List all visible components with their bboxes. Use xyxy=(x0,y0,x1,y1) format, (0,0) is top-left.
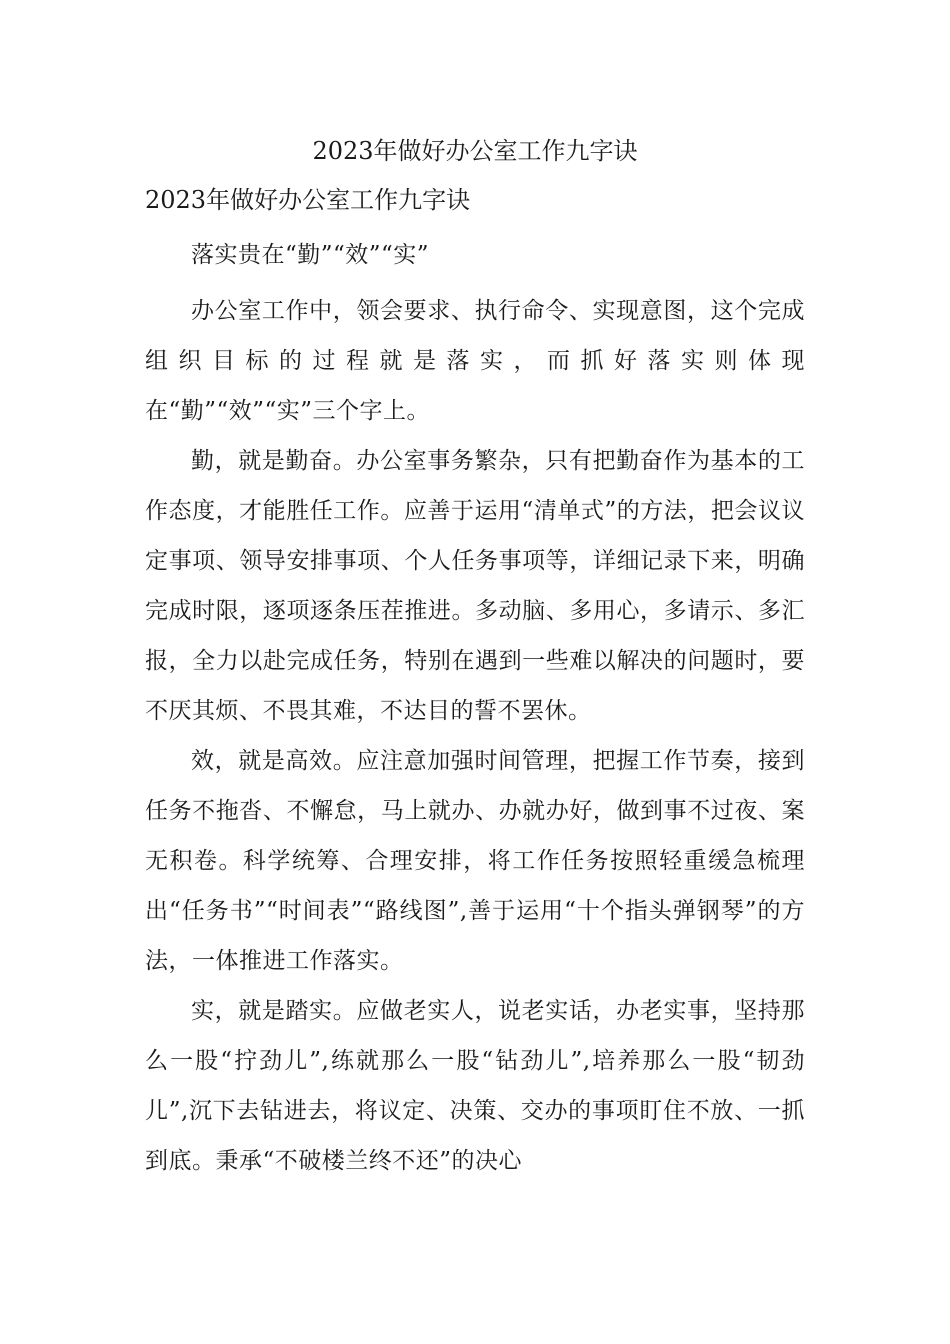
document-subtitle: 2023年做好办公室工作九字诀 xyxy=(145,186,471,214)
document-body xyxy=(145,230,805,1186)
xiao-paragraph: 效，就是高效。应注意加强时间管理，把握工作节奏，接到任务不拖沓、不懈怠，马上就办、办就办好，做到事不过夜、案无积卷。科学统筹、合理安排，将工作任务按照轻重缓急梳理出“任务书”“时间表”“路线图”,善于运用“十个指头弹钢琴”的方法，一体推进工作落实。 xyxy=(145,748,805,974)
section-heading: 落实贵在“勤”“效”“实” xyxy=(191,242,430,268)
intro-paragraph: 办公室工作中，领会要求、执行命令、实现意图，这个完成组织目标的过程就是落实，而抓好落实则体现在“勤”“效”“实”三个字上。 xyxy=(145,298,805,424)
qin-paragraph: 勤，就是勤奋。办公室事务繁杂，只有把勤奋作为基本的工作态度，才能胜任工作。应善于运用“清单式”的方法，把会议议定事项、领导安排事项、个人任务事项等，详细记录下来，明确完成时限，逐项逐条压茬推进。多动脑、多用心，多请示、多汇报，全力以赴完成任务，特别在遇到一些难以解决的问题时，要不厌其烦、不畏其难，不达目的誓不罢休。 xyxy=(145,448,805,724)
document-title: 2023年做好办公室工作九字诀 xyxy=(312,137,638,165)
shi-paragraph: 实，就是踏实。应做老实人，说老实话，办老实事，坚持那么一股“拧劲儿”,练就那么一股“钻劲儿”,培养那么一股“韧劲儿”,沉下去钻进去，将议定、决策、交办的事项盯住不放、一抓到底。秉承“不破楼兰终不还”的决心 xyxy=(145,998,805,1174)
